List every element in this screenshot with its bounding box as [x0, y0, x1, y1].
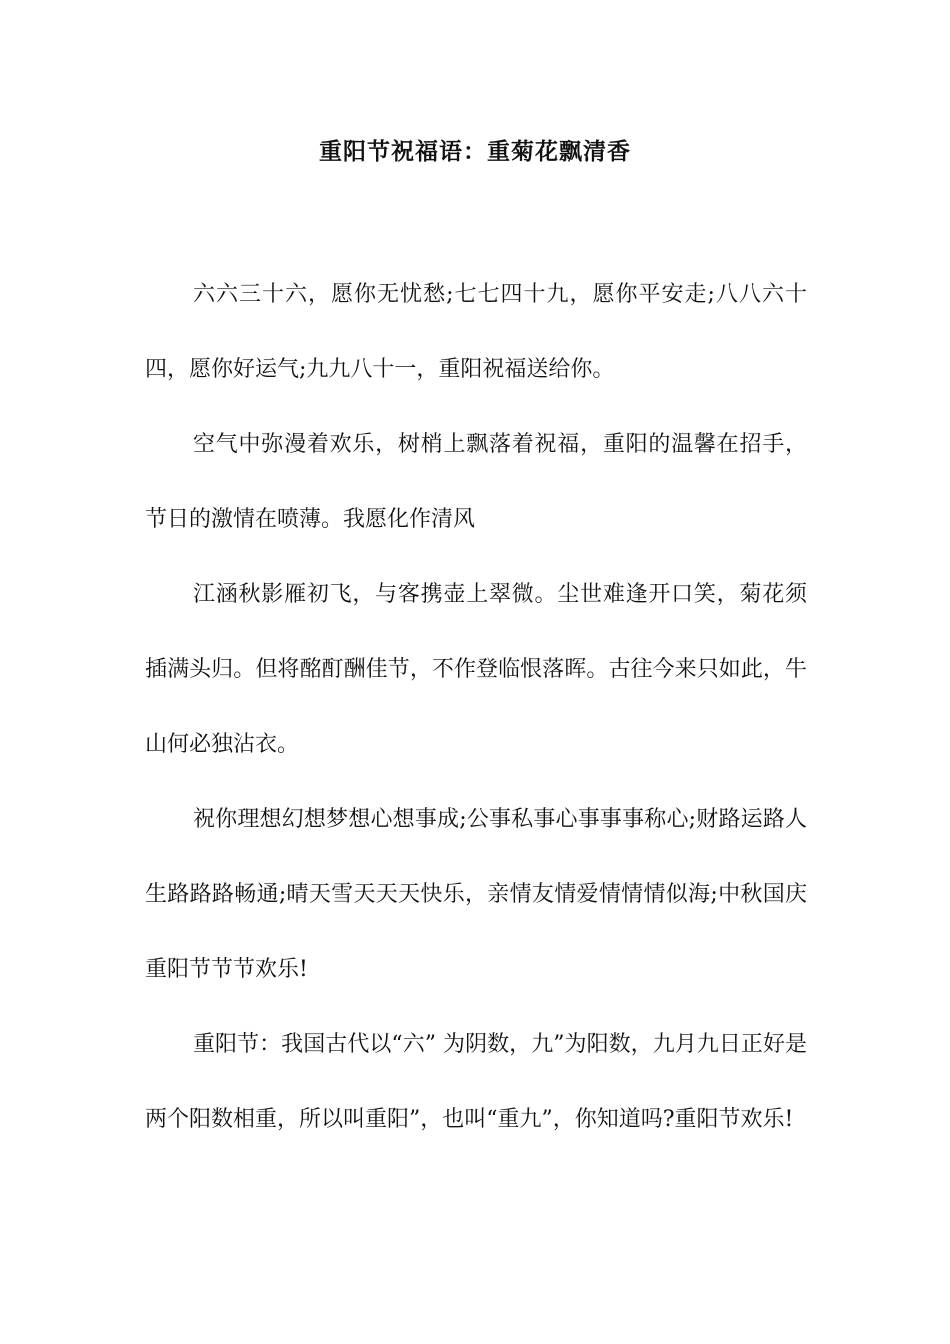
paragraph-3: 江涵秋影雁初飞，与客携壶上翠微。尘世难逢开口笑，菊花须插满头归。但将酩酊酬佳节，不作登临恨落晖。古往今来只如此，牛山何必独沾衣。	[145, 582, 807, 757]
paragraph-4: 祝你理想幻想梦想心想事成;公事私事心事事事称心;财路运路人生路路路畅通;晴天雪天天天快乐，亲情友情爱情情情似海;中秋国庆重阳节节节欢乐!	[145, 807, 807, 982]
document-body	[145, 257, 807, 1157]
document-title: 重阳节祝福语：重菊花飘清香	[319, 138, 631, 165]
paragraph-5: 重阳节：我国古代以“六” 为阴数，九”为阳数，九月九日正好是两个阳数相重，所以叫重阳”，也叫“重九”，你知道吗?重阳节欢乐!	[145, 1032, 807, 1132]
paragraph-1: 六六三十六，愿你无忧愁;七七四十九，愿你平安走;八八六十四，愿你好运气;九九八十一，重阳祝福送给你。	[145, 282, 807, 382]
paragraph-2: 空气中弥漫着欢乐，树梢上飘落着祝福，重阳的温馨在招手，节日的激情在喷薄。我愿化作清风	[145, 432, 807, 532]
